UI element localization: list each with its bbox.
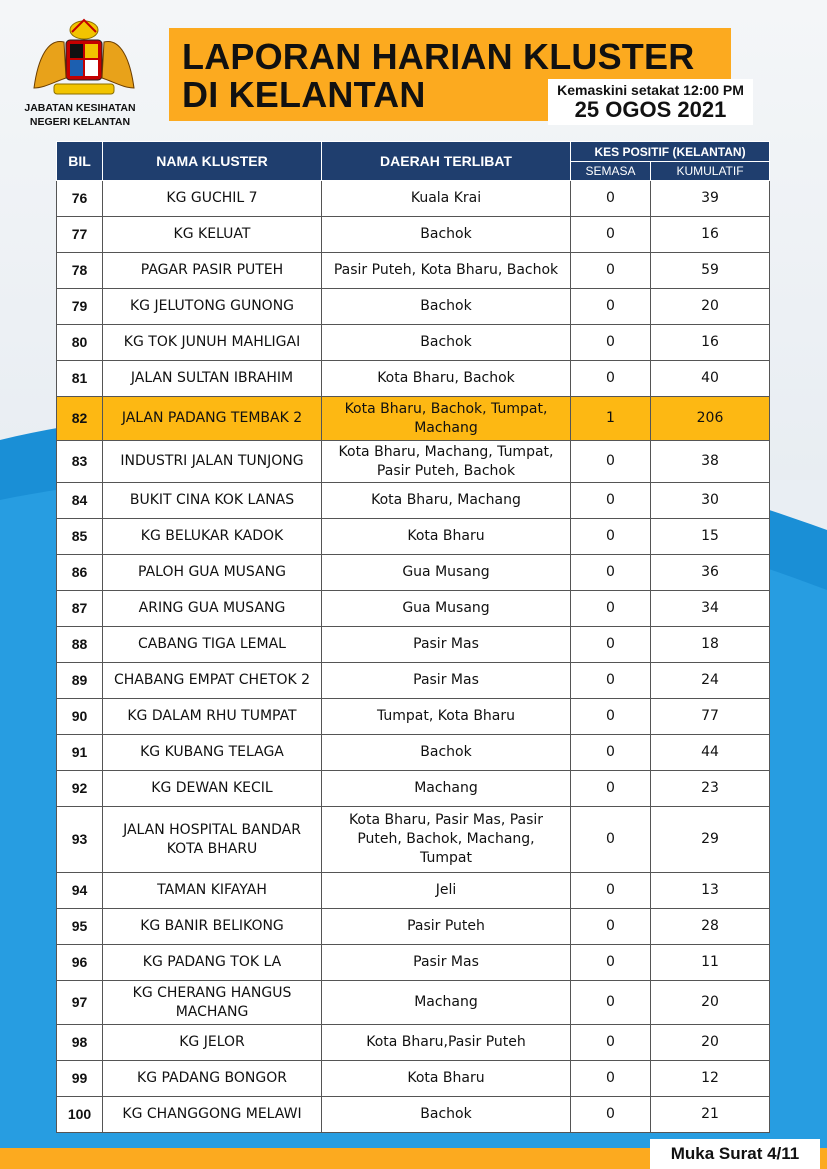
cluster-table <box>56 141 770 1133</box>
cell-kumulatif-line: 38 <box>701 453 719 469</box>
cell-nama-kluster <box>103 397 322 441</box>
cell-bil <box>57 699 103 735</box>
cell-bil <box>57 873 103 909</box>
cell-bil-line: 92 <box>71 780 88 796</box>
cell-semasa-line: 0 <box>606 453 615 469</box>
cell-semasa-line: 0 <box>606 600 615 616</box>
cell-kumulatif-line: 77 <box>701 708 719 724</box>
table-row <box>57 735 770 771</box>
table-row <box>57 441 770 483</box>
cell-kumulatif-line: 44 <box>701 744 719 760</box>
cell-bil <box>57 555 103 591</box>
cell-daerah-line: Kota Bharu, Bachok <box>377 370 515 386</box>
cell-nama-kluster <box>103 807 322 873</box>
cell-semasa <box>571 945 651 981</box>
cell-nama-kluster-line: CHABANG EMPAT CHETOK 2 <box>113 672 311 688</box>
cell-bil-line: 90 <box>71 708 88 724</box>
cell-semasa <box>571 325 651 361</box>
update-label: Kemaskini setakat 12:00 PM <box>557 82 744 98</box>
cell-daerah-line: Kota Bharu, Pasir Mas, Pasir <box>348 812 544 828</box>
cell-daerah <box>322 1061 571 1097</box>
cell-nama-kluster <box>103 771 322 807</box>
cell-daerah <box>322 289 571 325</box>
cell-daerah-line: Tumpat, Kota Bharu <box>376 708 516 724</box>
cell-daerah <box>322 591 571 627</box>
cell-kumulatif <box>651 945 770 981</box>
cell-bil <box>57 591 103 627</box>
cell-bil-line: 81 <box>71 370 88 386</box>
cell-semasa-line: 0 <box>606 334 615 350</box>
cell-nama-kluster-line: KG JELUTONG GUNONG <box>129 298 295 314</box>
cell-semasa-line: 0 <box>606 744 615 760</box>
cell-daerah-line: Pasir Mas <box>413 636 479 652</box>
cell-nama-kluster-line: KG DEWAN KECIL <box>151 780 273 796</box>
cell-bil-line: 100 <box>67 1106 92 1122</box>
cell-bil-line: 87 <box>71 600 88 616</box>
cell-semasa <box>571 1061 651 1097</box>
table-row <box>57 217 770 253</box>
cell-bil <box>57 945 103 981</box>
cell-nama-kluster <box>103 519 322 555</box>
cell-kumulatif-line: 11 <box>701 954 719 970</box>
cell-semasa-line: 0 <box>606 190 615 206</box>
cell-nama-kluster-line: KG KUBANG TELAGA <box>140 744 284 760</box>
cell-kumulatif-line: 18 <box>701 636 719 652</box>
table-row <box>57 945 770 981</box>
cell-daerah <box>322 627 571 663</box>
cell-bil-line: 78 <box>71 262 88 278</box>
cell-semasa <box>571 735 651 771</box>
cell-bil <box>57 217 103 253</box>
cell-kumulatif <box>651 771 770 807</box>
table-row <box>57 699 770 735</box>
cell-semasa <box>571 181 651 217</box>
cell-daerah <box>322 873 571 909</box>
cell-bil <box>57 181 103 217</box>
table-row <box>57 181 770 217</box>
cell-kumulatif <box>651 289 770 325</box>
cell-bil <box>57 735 103 771</box>
department-line-1: JABATAN KESIHATAN <box>24 102 136 114</box>
cell-semasa-line: 0 <box>606 528 615 544</box>
coat-of-arms-logo <box>24 18 144 98</box>
cell-kumulatif <box>651 981 770 1025</box>
cell-nama-kluster-line: CABANG TIGA LEMAL <box>138 636 286 652</box>
cell-nama-kluster-line: KG JELOR <box>179 1034 245 1050</box>
cell-bil <box>57 909 103 945</box>
cell-kumulatif <box>651 735 770 771</box>
department-name <box>10 101 150 129</box>
cell-kumulatif <box>651 591 770 627</box>
cell-kumulatif-line: 20 <box>701 298 719 314</box>
table-row <box>57 771 770 807</box>
cell-semasa <box>571 699 651 735</box>
header-bil: BIL <box>57 142 103 181</box>
cell-kumulatif-line: 59 <box>701 262 719 278</box>
cell-daerah <box>322 555 571 591</box>
cell-daerah-line: Kota Bharu, Machang <box>371 492 521 508</box>
cell-kumulatif-line: 40 <box>701 370 719 386</box>
table-row <box>57 397 770 441</box>
cell-daerah-line: Pasir Puteh, Kota Bharu, Bachok <box>333 262 559 278</box>
cell-semasa <box>571 591 651 627</box>
cell-semasa-line: 0 <box>606 831 615 847</box>
cell-nama-kluster <box>103 253 322 289</box>
cell-bil-line: 85 <box>71 528 88 544</box>
cell-semasa-line: 0 <box>606 672 615 688</box>
cell-daerah-line: Kuala Krai <box>410 190 482 206</box>
cell-daerah-line: Kota Bharu,Pasir Puteh <box>366 1034 526 1050</box>
cell-nama-kluster <box>103 217 322 253</box>
cell-nama-kluster-line: KG KELUAT <box>173 226 251 242</box>
cell-kumulatif <box>651 397 770 441</box>
update-box <box>548 79 753 125</box>
cell-bil <box>57 289 103 325</box>
cell-daerah <box>322 217 571 253</box>
cell-kumulatif <box>651 253 770 289</box>
cell-kumulatif-line: 12 <box>701 1070 719 1086</box>
cell-semasa <box>571 627 651 663</box>
cell-semasa-line: 0 <box>606 298 615 314</box>
cell-daerah-line: Jeli <box>435 882 457 898</box>
table-row <box>57 873 770 909</box>
cell-daerah-line: Bachok <box>420 298 472 314</box>
cell-bil-line: 94 <box>71 882 88 898</box>
cell-kumulatif <box>651 217 770 253</box>
cell-nama-kluster <box>103 483 322 519</box>
cell-kumulatif-line: 206 <box>696 410 724 426</box>
table-row <box>57 663 770 699</box>
cell-nama-kluster-line: KG PADANG BONGOR <box>137 1070 287 1086</box>
cell-daerah <box>322 397 571 441</box>
cell-daerah-line: Gua Musang <box>402 600 490 616</box>
cell-daerah <box>322 909 571 945</box>
cell-semasa <box>571 909 651 945</box>
cell-nama-kluster-line: JALAN HOSPITAL BANDAR <box>123 821 301 838</box>
cell-bil-line: 96 <box>71 954 88 970</box>
cell-nama-kluster-line: KOTA BHARU <box>166 840 258 857</box>
cell-kumulatif <box>651 519 770 555</box>
cell-kumulatif-line: 20 <box>701 994 719 1010</box>
cell-bil <box>57 397 103 441</box>
cell-daerah <box>322 981 571 1025</box>
cell-semasa <box>571 289 651 325</box>
cell-kumulatif <box>651 663 770 699</box>
cell-kumulatif <box>651 627 770 663</box>
cell-semasa-line: 0 <box>606 226 615 242</box>
table-row <box>57 1025 770 1061</box>
cell-daerah <box>322 807 571 873</box>
cell-daerah <box>322 1097 571 1133</box>
cell-bil-line: 84 <box>71 492 88 508</box>
cell-daerah <box>322 663 571 699</box>
cell-semasa <box>571 519 651 555</box>
cell-nama-kluster-line: KG TOK JUNUH MAHLIGAI <box>123 334 301 350</box>
cell-daerah <box>322 1025 571 1061</box>
cell-nama-kluster-line: PAGAR PASIR PUTEH <box>140 262 284 278</box>
cell-nama-kluster <box>103 325 322 361</box>
cell-nama-kluster <box>103 945 322 981</box>
cell-bil-line: 86 <box>71 564 88 580</box>
cell-nama-kluster <box>103 699 322 735</box>
cell-nama-kluster-line: KG BANIR BELIKONG <box>140 918 284 934</box>
cell-daerah <box>322 325 571 361</box>
cell-bil <box>57 441 103 483</box>
cell-bil-line: 88 <box>71 636 88 652</box>
cell-kumulatif <box>651 1061 770 1097</box>
cell-daerah-line: Machang <box>414 780 478 796</box>
table-row <box>57 1061 770 1097</box>
cell-nama-kluster-line: PALOH GUA MUSANG <box>138 564 286 580</box>
cell-bil <box>57 663 103 699</box>
cell-nama-kluster-line: JALAN SULTAN IBRAHIM <box>130 370 294 386</box>
cell-nama-kluster <box>103 1097 322 1133</box>
header-daerah: DAERAH TERLIBAT <box>322 142 571 181</box>
cell-kumulatif <box>651 325 770 361</box>
cell-nama-kluster <box>103 289 322 325</box>
cell-bil-line: 97 <box>71 994 88 1010</box>
cell-daerah-line: Pasir Puteh, Bachok <box>376 462 516 479</box>
table-row <box>57 1097 770 1133</box>
cell-bil <box>57 1025 103 1061</box>
table-row <box>57 555 770 591</box>
cell-bil <box>57 1097 103 1133</box>
cell-semasa <box>571 441 651 483</box>
cell-semasa-line: 0 <box>606 780 615 796</box>
cell-semasa-line: 1 <box>606 410 615 426</box>
cell-daerah <box>322 483 571 519</box>
cell-bil-line: 99 <box>71 1070 88 1086</box>
cell-kumulatif-line: 36 <box>701 564 719 580</box>
cell-daerah <box>322 945 571 981</box>
cell-bil <box>57 771 103 807</box>
cell-kumulatif <box>651 807 770 873</box>
cell-daerah <box>322 441 571 483</box>
cell-bil-line: 77 <box>71 226 88 242</box>
cell-daerah-line: Pasir Puteh <box>407 918 485 934</box>
cell-nama-kluster <box>103 1061 322 1097</box>
cell-daerah-line: Kota Bharu <box>407 1070 485 1086</box>
cell-kumulatif <box>651 181 770 217</box>
cell-kumulatif-line: 30 <box>701 492 719 508</box>
cell-semasa <box>571 397 651 441</box>
cell-daerah <box>322 735 571 771</box>
cell-semasa-line: 0 <box>606 918 615 934</box>
cell-semasa <box>571 1025 651 1061</box>
cell-nama-kluster-line: KG GUCHIL 7 <box>166 190 258 206</box>
cell-kumulatif <box>651 1097 770 1133</box>
table-row <box>57 981 770 1025</box>
table-row <box>57 483 770 519</box>
cell-kumulatif <box>651 1025 770 1061</box>
table-row <box>57 591 770 627</box>
cell-kumulatif-line: 15 <box>701 528 719 544</box>
cell-daerah <box>322 699 571 735</box>
cell-kumulatif-line: 21 <box>701 1106 719 1122</box>
cell-nama-kluster <box>103 663 322 699</box>
cell-semasa-line: 0 <box>606 262 615 278</box>
cell-nama-kluster <box>103 981 322 1025</box>
cell-semasa-line: 0 <box>606 564 615 580</box>
cell-nama-kluster <box>103 555 322 591</box>
cell-kumulatif-line: 16 <box>701 226 719 242</box>
cell-daerah-line: Machang <box>414 994 478 1010</box>
cell-bil <box>57 627 103 663</box>
cell-bil-line: 79 <box>71 298 88 314</box>
cell-bil-line: 82 <box>71 410 88 426</box>
cell-daerah-line: Bachok <box>420 744 472 760</box>
cell-kumulatif-line: 13 <box>701 882 719 898</box>
cell-kumulatif-line: 20 <box>701 1034 719 1050</box>
table-row <box>57 807 770 873</box>
cell-bil-line: 89 <box>71 672 88 688</box>
cell-semasa <box>571 771 651 807</box>
cell-semasa-line: 0 <box>606 492 615 508</box>
table-row <box>57 325 770 361</box>
cell-bil <box>57 519 103 555</box>
cell-nama-kluster <box>103 181 322 217</box>
table-row <box>57 519 770 555</box>
cell-nama-kluster <box>103 441 322 483</box>
cell-nama-kluster <box>103 591 322 627</box>
cell-semasa <box>571 873 651 909</box>
cell-nama-kluster <box>103 735 322 771</box>
cell-semasa <box>571 555 651 591</box>
cell-bil <box>57 807 103 873</box>
cell-daerah <box>322 771 571 807</box>
cell-kumulatif-line: 16 <box>701 334 719 350</box>
cell-semasa <box>571 981 651 1025</box>
cell-daerah-line: Bachok <box>420 334 472 350</box>
cell-semasa <box>571 663 651 699</box>
cell-bil-line: 76 <box>71 190 88 206</box>
cell-semasa <box>571 1097 651 1133</box>
cell-nama-kluster-line: ARING GUA MUSANG <box>138 600 286 616</box>
cell-semasa-line: 0 <box>606 636 615 652</box>
cell-bil <box>57 981 103 1025</box>
cell-kumulatif-line: 23 <box>701 780 719 796</box>
cell-semasa-line: 0 <box>606 708 615 724</box>
cell-kumulatif <box>651 361 770 397</box>
cell-daerah-line: Kota Bharu <box>407 528 485 544</box>
cell-nama-kluster-line: BUKIT CINA KOK LANAS <box>129 492 295 508</box>
cell-daerah-line: Puteh, Bachok, Machang, <box>357 831 535 847</box>
cell-nama-kluster-line: INDUSTRI JALAN TUNJONG <box>120 453 304 469</box>
cell-nama-kluster <box>103 627 322 663</box>
table-row <box>57 909 770 945</box>
cell-daerah-line: Bachok <box>420 1106 472 1122</box>
cell-kumulatif-line: 34 <box>701 600 719 616</box>
cell-semasa <box>571 361 651 397</box>
cell-bil <box>57 325 103 361</box>
cell-nama-kluster-line: KG CHANGGONG MELAWI <box>122 1106 302 1122</box>
cell-semasa-line: 0 <box>606 1106 615 1122</box>
cell-semasa-line: 0 <box>606 1070 615 1086</box>
cell-nama-kluster-line: KG CHERANG HANGUS <box>132 984 292 1001</box>
cell-nama-kluster <box>103 1025 322 1061</box>
cell-daerah-line: Pasir Mas <box>413 954 479 970</box>
cell-semasa-line: 0 <box>606 994 615 1010</box>
cell-semasa <box>571 253 651 289</box>
cell-nama-kluster-line: MACHANG <box>175 1003 249 1020</box>
cell-semasa-line: 0 <box>606 954 615 970</box>
cell-bil-line: 80 <box>71 334 88 350</box>
cell-daerah <box>322 519 571 555</box>
cell-nama-kluster-line: JALAN PADANG TEMBAK 2 <box>121 410 303 426</box>
cell-bil-line: 93 <box>71 831 88 847</box>
cell-daerah-line: Tumpat <box>420 850 472 866</box>
cell-nama-kluster-line: KG BELUKAR KADOK <box>140 528 284 544</box>
cell-daerah-line: Kota Bharu, Bachok, Tumpat, <box>344 400 548 417</box>
cell-nama-kluster-line: KG DALAM RHU TUMPAT <box>127 708 297 724</box>
cell-daerah-line: Kota Bharu, Machang, Tumpat, <box>338 443 554 460</box>
cell-kumulatif <box>651 909 770 945</box>
cell-daerah-line: Pasir Mas <box>413 672 479 688</box>
cell-kumulatif-line: 29 <box>701 831 719 847</box>
cell-kumulatif-line: 39 <box>701 190 719 206</box>
cell-semasa <box>571 217 651 253</box>
table-row <box>57 253 770 289</box>
department-line-2: NEGERI KELANTAN <box>29 116 131 128</box>
cell-semasa-line: 0 <box>606 882 615 898</box>
cell-daerah <box>322 181 571 217</box>
cell-nama-kluster <box>103 873 322 909</box>
cell-semasa <box>571 483 651 519</box>
cell-kumulatif <box>651 873 770 909</box>
update-date: 25 OGOS 2021 <box>574 97 727 122</box>
header-nama-kluster: NAMA KLUSTER <box>103 142 322 181</box>
cell-daerah-line: Gua Musang <box>402 564 490 580</box>
cell-kumulatif-line: 24 <box>701 672 719 688</box>
cell-daerah <box>322 361 571 397</box>
cell-semasa-line: 0 <box>606 370 615 386</box>
cell-nama-kluster <box>103 909 322 945</box>
header-kes-positif: KES POSITIF (KELANTAN) <box>571 142 770 162</box>
cell-daerah <box>322 253 571 289</box>
page-title-line-2: DI KELANTAN <box>182 74 426 115</box>
cell-kumulatif <box>651 699 770 735</box>
cell-kumulatif <box>651 555 770 591</box>
page-title-line-1: LAPORAN HARIAN KLUSTER <box>182 36 695 77</box>
header-kumulatif: KUMULATIF <box>651 162 770 181</box>
cell-bil <box>57 253 103 289</box>
page-number: Muka Surat 4/11 <box>650 1139 820 1169</box>
cell-bil-line: 98 <box>71 1034 88 1050</box>
cell-bil-line: 83 <box>71 453 88 469</box>
table-row <box>57 289 770 325</box>
cell-semasa <box>571 807 651 873</box>
cell-kumulatif-line: 28 <box>701 918 719 934</box>
cell-bil <box>57 361 103 397</box>
cell-nama-kluster-line: TAMAN KIFAYAH <box>157 882 267 898</box>
cell-kumulatif <box>651 441 770 483</box>
header-semasa: SEMASA <box>571 162 651 181</box>
cell-bil-line: 95 <box>71 918 88 934</box>
cell-bil <box>57 483 103 519</box>
cell-nama-kluster <box>103 361 322 397</box>
cell-bil <box>57 1061 103 1097</box>
table-body <box>57 181 770 1133</box>
table-row <box>57 627 770 663</box>
cell-kumulatif <box>651 483 770 519</box>
cell-nama-kluster-line: KG PADANG TOK LA <box>142 954 282 970</box>
cell-bil-line: 91 <box>71 744 88 760</box>
cell-daerah-line: Machang <box>414 419 478 436</box>
cell-daerah-line: Bachok <box>420 226 472 242</box>
cell-semasa-line: 0 <box>606 1034 615 1050</box>
table-row <box>57 361 770 397</box>
